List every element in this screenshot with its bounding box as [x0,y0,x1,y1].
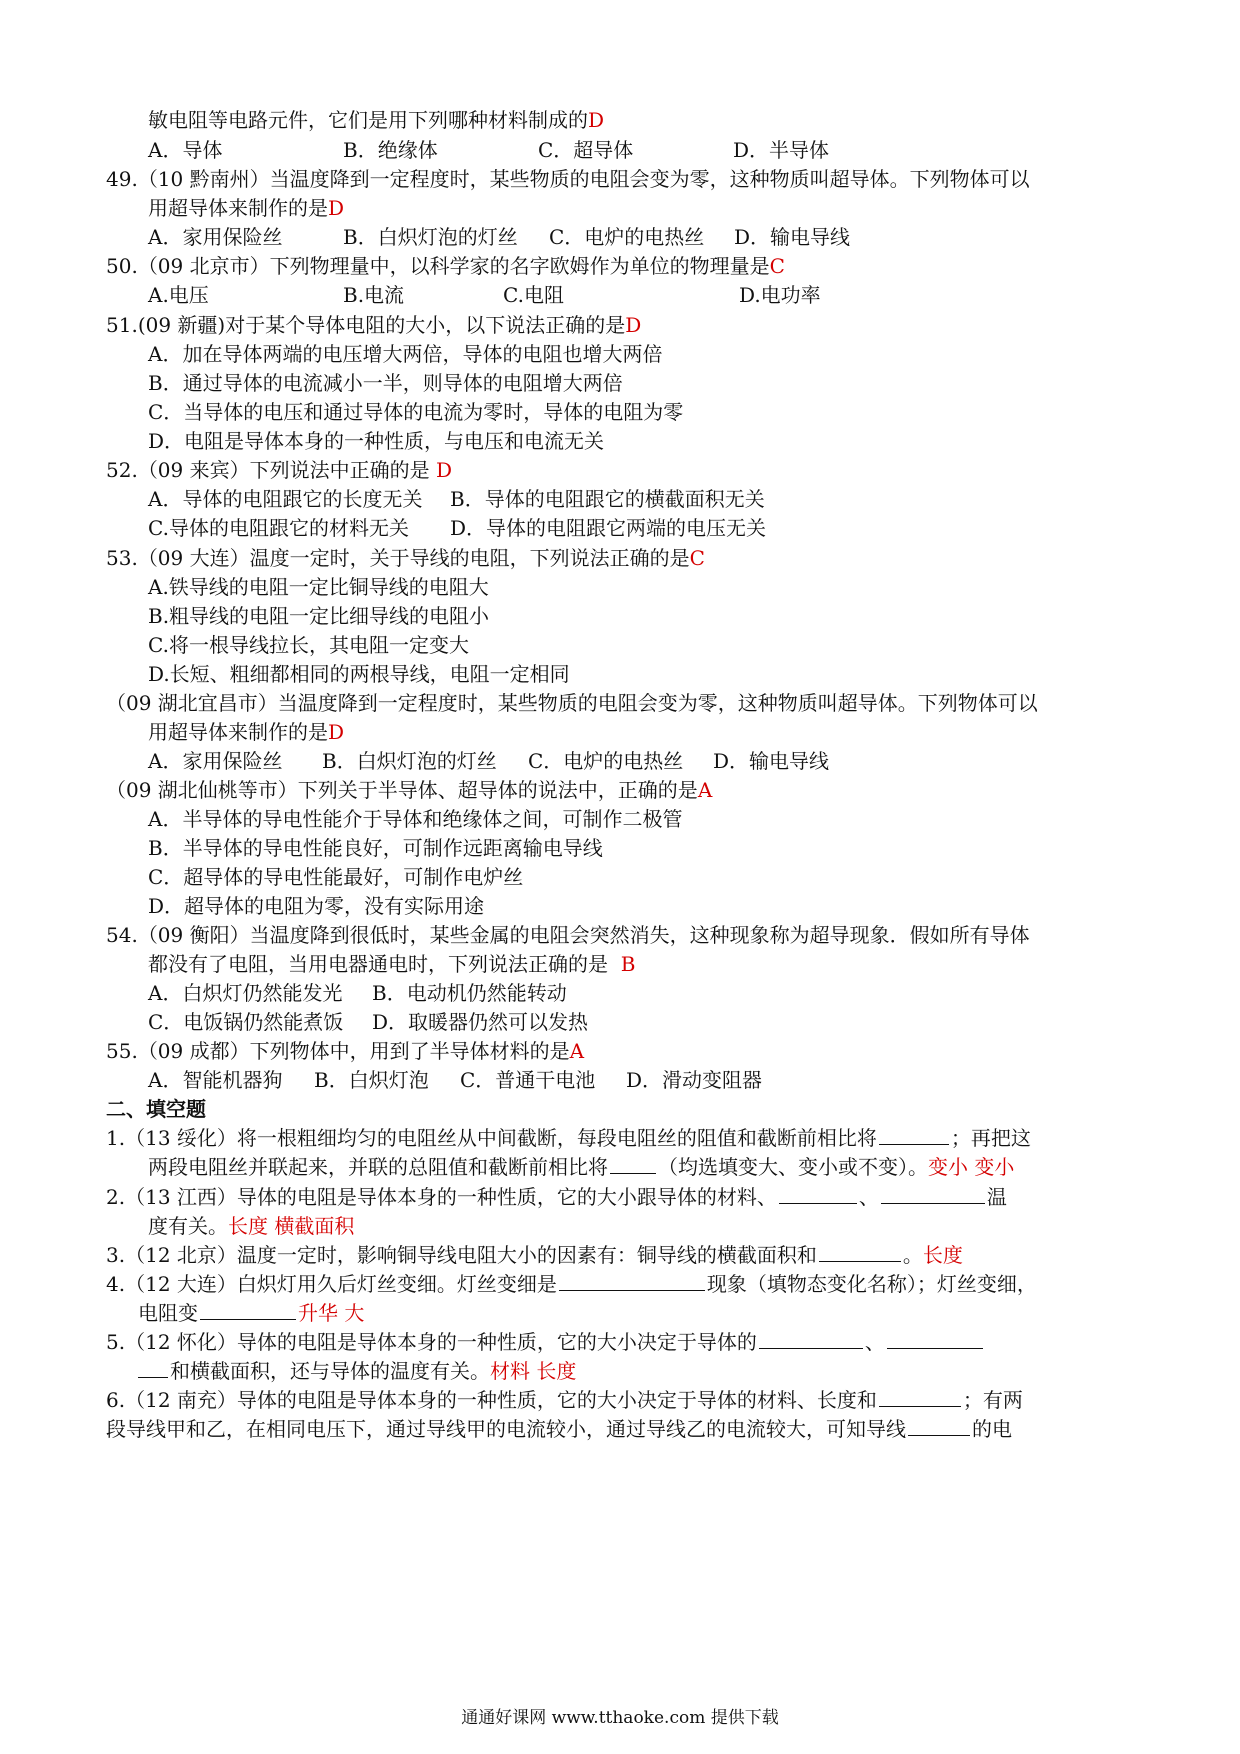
q51-option-c: C．当导体的电压和通过导体的电流为零时，导体的电阻为零 [148,400,684,424]
f6-blank-2[interactable] [908,1417,970,1436]
f2-answer: 长度 横截面积 [228,1214,355,1238]
f1-blank-2[interactable] [610,1155,656,1174]
f3-answer: 长度 [922,1243,963,1267]
q51-line1: 51.(09 新疆)对于某个导体电阻的大小，以下说法正确的是D [106,313,642,337]
q-yichang-line1: （09 湖北宜昌市）当温度降到一定程度时，某些物质的电阻会变为零，这种物质叫超导体。下列物体可以 [106,691,1038,715]
f4-blank-1[interactable] [559,1272,705,1291]
q-xiantao-answer: A [697,778,713,802]
q51-option-b: B．通过导体的电流减小一半，则导体的电阻增大两倍 [148,371,623,395]
f5-blank-1[interactable] [759,1330,863,1349]
q50-option-c: C.电阻 [503,283,564,307]
q51-option-a: A．加在导体两端的电压增大两倍，导体的电阻也增大两倍 [148,342,663,366]
q48-stem: 敏电阻等电路元件，它们是用下列哪种材料制成的D [148,108,605,132]
f2-line2: 度有关。长度 横截面积 [148,1214,355,1238]
f2-line1: 2.（13 江西）导体的电阻是导体本身的一种性质，它的大小跟导体的材料、 、 温 [106,1185,1007,1209]
section-heading-fill-in: 二、填空题 [106,1097,206,1121]
f1-blank-1[interactable] [879,1126,949,1145]
q51-option-d: D．电阻是导体本身的一种性质，与电压和电流无关 [148,429,605,453]
f6-blank-1[interactable] [879,1388,961,1407]
f2-blank-2[interactable] [881,1185,985,1204]
f1-number: 1. [106,1126,126,1150]
f4-answer: 升华 大 [298,1301,365,1325]
q52-option-b: B．导体的电阻跟它的横截面积无关 [450,487,765,511]
f5-line1: 5.（12 怀化）导体的电阻是导体本身的一种性质，它的大小决定于导体的 、 [106,1328,985,1356]
q54-options-row2 [148,1008,588,1036]
q52-line1: 52.（09 来宾）下列说法中正确的是 D [106,458,453,482]
q-yichang-options [148,747,829,775]
q54-options-row1 [148,979,567,1007]
q54-answer: B [620,952,636,976]
q49-option-a: A．家用保险丝 [148,225,283,249]
q51-number: 51. [106,313,138,337]
q50-answer: C [769,254,785,278]
q53-option-a: A.铁导线的电阻一定比铜导线的电阻大 [148,575,489,599]
q53-answer: C [689,546,705,570]
q50-option-d: D.电功率 [739,283,821,307]
q-yichang-option-a: A．家用保险丝 [148,749,283,773]
q52-option-d: D．导体的电阻跟它两端的电压无关 [450,516,767,540]
q49-options [148,223,850,251]
q-yichang-option-d: D．输电导线 [713,749,830,773]
f6-number: 6. [106,1388,126,1412]
q-xiantao-option-d: D．超导体的电阻为零，没有实际用途 [148,894,485,918]
q55-options [148,1066,762,1094]
f5-number: 5. [106,1330,126,1354]
q53-option-d: D.长短、粗细都相同的两根导线，电阻一定相同 [148,662,570,686]
q-yichang-option-c: C．电炉的电热丝 [528,749,684,773]
q54-option-d: D．取暖器仍然可以发热 [372,1010,589,1034]
f3-number: 3. [106,1243,126,1267]
q55-option-d: D．滑动变阻器 [626,1068,763,1092]
q-xiantao-option-c: C．超导体的导电性能最好，可制作电炉丝 [148,865,524,889]
f5-line2: 和横截面积，还与导体的温度有关。材料 长度 [138,1357,576,1385]
q52-options-row1 [148,485,765,513]
q53-line1: 53.（09 大连）温度一定时，关于导线的电阻，下列说法正确的是C [106,546,705,570]
q54-line2: 都没有了电阻，当用电器通电时，下列说法正确的是 B [148,952,636,976]
q55-option-a: A．智能机器狗 [148,1068,283,1092]
q55-answer: A [569,1039,585,1063]
q50-option-a: A.电压 [148,283,209,307]
q49-option-b: B．白炽灯泡的灯丝 [343,225,518,249]
q55-option-b: B．白炽灯泡 [314,1068,429,1092]
f6-line2: 段导线甲和乙，在相同电压下，通过导线甲的电流较小，通过导线乙的电流较大，可知导线 的电 [106,1417,1012,1441]
q53-option-c: C.将一根导线拉长，其电阻一定变大 [148,633,469,657]
q50-number: 50. [106,254,138,278]
q49-line1: 49.（10 黔南州）当温度降到一定程度时，某些物质的电阻会变为零，这种物质叫超导体。下列物体可以 [106,167,1030,191]
q-xiantao-line1: （09 湖北仙桃等市）下列关于半导体、超导体的说法中，正确的是A [106,778,713,802]
q55-line1: 55.（09 成都）下列物体中，用到了半导体材料的是A [106,1039,585,1063]
f4-blank-2[interactable] [200,1301,296,1320]
q54-line1: 54.（09 衡阳）当温度降到很低时，某些金属的电阻会突然消失，这种现象称为超导现象．假如所有导体 [106,923,1030,947]
q50-option-b: B.电流 [343,283,405,307]
q-xiantao-option-a: A．半导体的导电性能介于导体和绝缘体之间，可制作二极管 [148,807,683,831]
f4-line2: 电阻变 升华 大 [138,1301,365,1325]
q52-option-c: C.导体的电阻跟它的材料无关 [148,516,409,540]
q-yichang-line2: 用超导体来制作的是D [148,720,345,744]
f5-blank-2-continued[interactable] [138,1359,168,1378]
q-yichang-option-b: B．白炽灯泡的灯丝 [322,749,497,773]
q51-answer: D [625,313,642,337]
f6-line1: 6.（12 南充）导体的电阻是导体本身的一种性质，它的大小决定于导体的材料、长度和 ；有两 [106,1388,1023,1412]
f3-blank-1[interactable] [819,1243,901,1262]
q53-option-b: B.粗导线的电阻一定比细导线的电阻小 [148,604,490,628]
q48-option-a: A．导体 [148,138,223,162]
q52-number: 52. [106,458,138,482]
q52-answer: D [435,458,453,482]
f1-answer: 变小 变小 [928,1155,1015,1179]
f1-line2: 两段电阻丝并联起来，并联的总阻值和截断前相比将 （均选填变大、变小或不变）。变小 变小 [148,1155,1015,1179]
f5-answer: 材料 长度 [490,1359,577,1383]
q54-option-c: C．电饭锅仍然能煮饭 [148,1010,344,1034]
q49-option-d: D．输电导线 [734,225,851,249]
q54-number: 54. [106,923,138,947]
q48-options [148,136,829,164]
q50-options [148,281,821,309]
q48-option-b: B．绝缘体 [343,138,438,162]
q52-options-row2 [148,514,766,542]
q53-number: 53. [106,546,138,570]
f2-blank-1[interactable] [779,1185,857,1204]
q48-option-d: D．半导体 [733,138,830,162]
q49-number: 49. [106,167,138,191]
q55-option-c: C．普通干电池 [460,1068,596,1092]
q49-line2: 用超导体来制作的是D [148,196,345,220]
q-xiantao-option-b: B．半导体的导电性能良好，可制作远距离输电导线 [148,836,603,860]
page-footer: 通通好课网 www.tthaoke.com 提供下载 [461,1708,779,1728]
f3-line1: 3.（12 北京）温度一定时，影响铜导线电阻大小的因素有：铜导线的横截面积和 。长度 [106,1243,963,1267]
q50-line1: 50.（09 北京市）下列物理量中，以科学家的名字欧姆作为单位的物理量是C [106,254,785,278]
q54-option-b: B．电动机仍然能转动 [372,981,567,1005]
q48-option-c: C．超导体 [538,138,634,162]
q-yichang-answer: D [328,720,345,744]
q55-number: 55. [106,1039,138,1063]
f1-line1: 1.（13 绥化）将一根粗细均匀的电阻丝从中间截断，每段电阻丝的阻值和截断前相比将 ；再把这 [106,1126,1031,1150]
q48-answer: D [588,108,605,132]
q49-option-c: C．电炉的电热丝 [549,225,705,249]
q54-option-a: A．白炽灯仍然能发光 [148,981,343,1005]
f4-line1: 4.（12 大连）白炽灯用久后灯丝变细。灯丝变细是 现象（填物态变化名称）；灯丝变细， [106,1272,1037,1296]
f2-number: 2. [106,1185,126,1209]
q49-answer: D [328,196,345,220]
f5-blank-2[interactable] [887,1330,983,1349]
f4-number: 4. [106,1272,126,1296]
q52-option-a: A．导体的电阻跟它的长度无关 [148,487,423,511]
